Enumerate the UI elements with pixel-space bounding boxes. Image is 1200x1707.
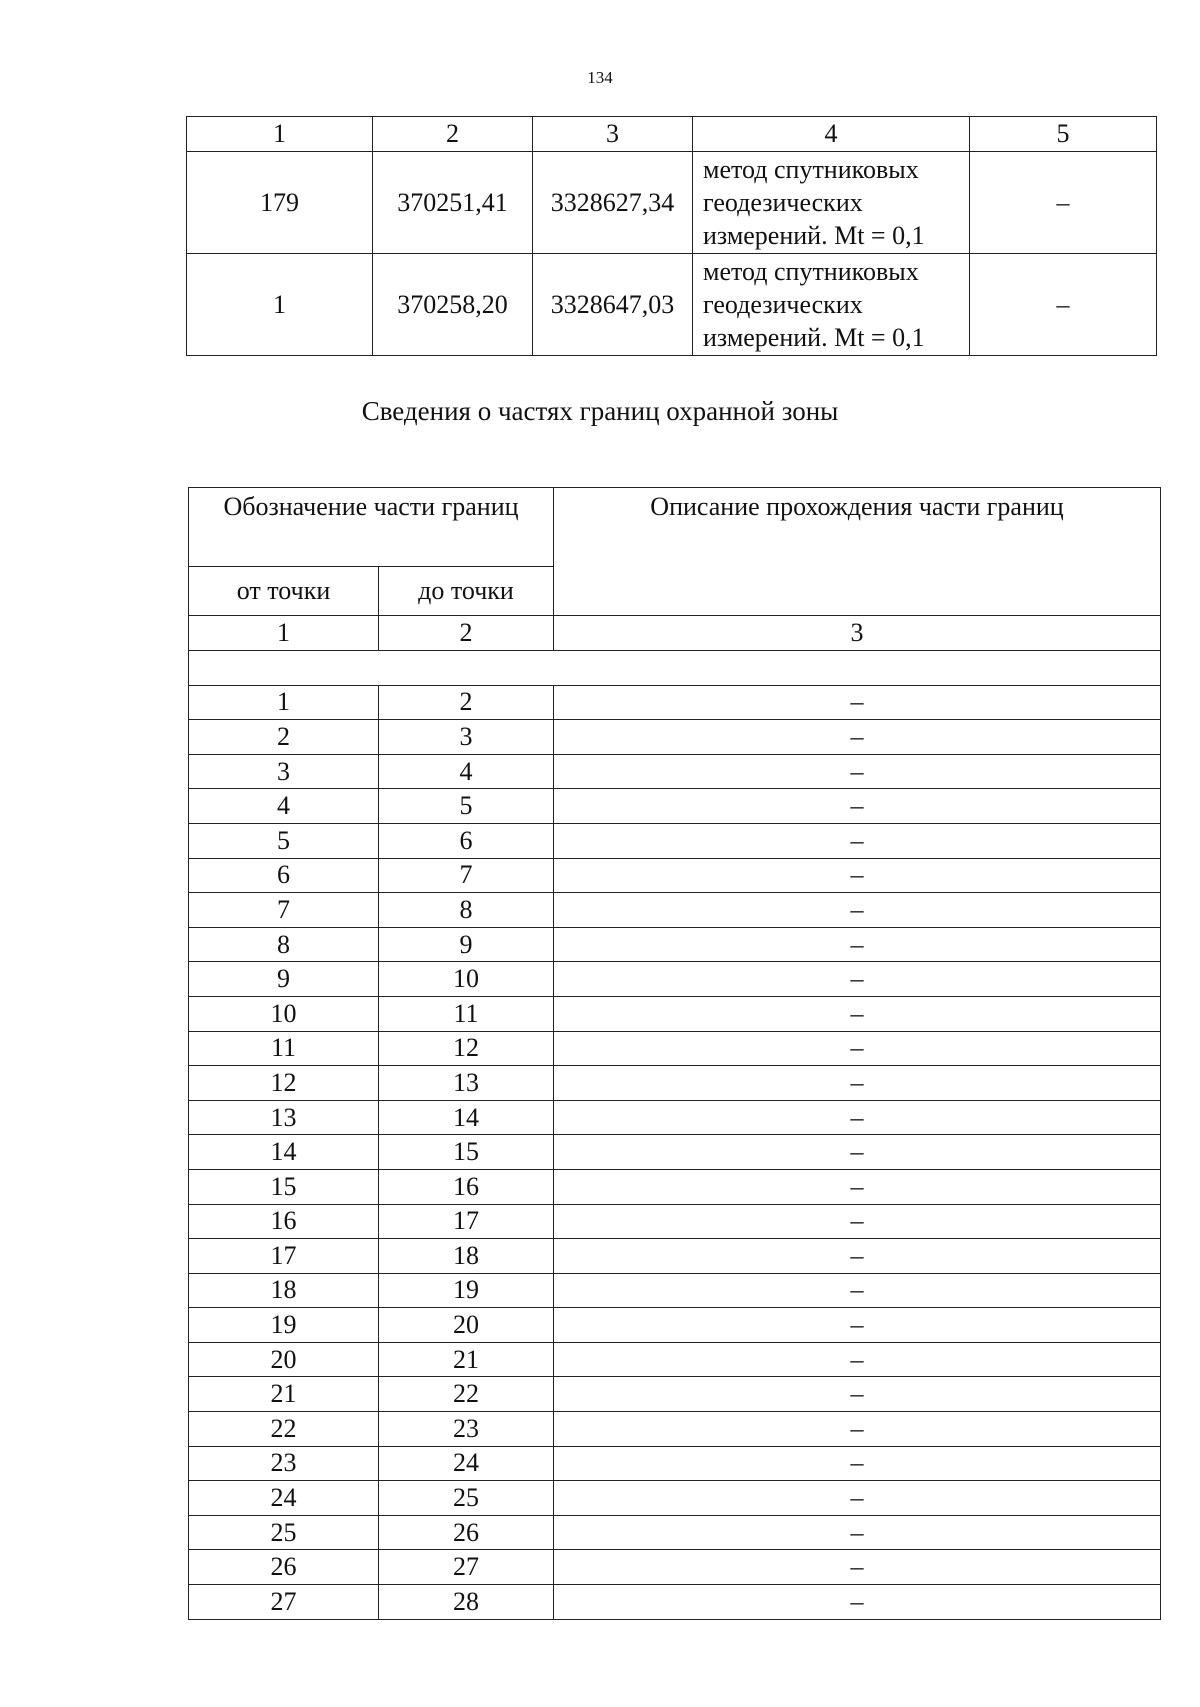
table-row [189,1308,1161,1343]
to-point-cell: 11 [379,996,554,1031]
table-row [189,927,1161,962]
to-point-cell: 5 [379,789,554,824]
to-point-cell: 23 [379,1412,554,1447]
table-row [189,720,1161,755]
table-row [189,823,1161,858]
to-point-header: до точки [379,567,554,616]
table-row [187,152,1157,254]
description-header: Описание прохождения части границ [554,488,1161,616]
description-cell: – [554,1135,1161,1170]
table-row [189,962,1161,997]
to-point-cell: 15 [379,1135,554,1170]
y-coordinate: 3328627,34 [533,152,693,254]
col5-value: – [970,254,1157,356]
from-point-cell: 17 [189,1239,379,1274]
coordinates-table [186,116,1157,356]
description-cell: – [554,1412,1161,1447]
table-row [189,1550,1161,1585]
table-row [189,789,1161,824]
table-row [189,1446,1161,1481]
table-row [189,1585,1161,1620]
description-cell: – [554,1066,1161,1101]
to-point-cell: 19 [379,1273,554,1308]
to-point-cell: 27 [379,1550,554,1585]
from-point-cell: 12 [189,1066,379,1101]
method-description [693,254,970,356]
from-point-cell: 1 [189,685,379,720]
description-cell: – [554,754,1161,789]
boundary-parts-table [188,487,1161,1620]
description-cell: – [554,1446,1161,1481]
to-point-cell: 7 [379,858,554,893]
coords-col-number: 3 [533,117,693,152]
table-row [189,1066,1161,1101]
from-point-cell: 2 [189,720,379,755]
y-coordinate: 3328647,03 [533,254,693,356]
to-point-cell: 24 [379,1446,554,1481]
description-cell: – [554,1550,1161,1585]
to-point-cell: 28 [379,1585,554,1620]
from-point-cell: 10 [189,996,379,1031]
col5-value: – [970,152,1157,254]
to-point-cell: 18 [379,1239,554,1274]
from-point-cell: 9 [189,962,379,997]
description-cell: – [554,996,1161,1031]
coords-col-number: 1 [187,117,373,152]
method-line: метод спутниковых [703,155,919,184]
from-point-header: от точки [189,567,379,616]
table-row [189,1377,1161,1412]
table-row [189,996,1161,1031]
to-point-cell: 20 [379,1308,554,1343]
to-point-cell: 8 [379,893,554,928]
to-point-cell: 25 [379,1481,554,1516]
to-point-cell: 26 [379,1515,554,1550]
to-point-cell: 10 [379,962,554,997]
from-point-cell: 4 [189,789,379,824]
to-point-cell: 21 [379,1342,554,1377]
from-point-cell: 6 [189,858,379,893]
method-line: метод спутниковых [703,257,919,286]
coords-col-number: 4 [693,117,970,152]
parts-col-number-row [189,616,1161,651]
coords-header-row [187,117,1157,152]
to-point-cell: 13 [379,1066,554,1101]
from-point-cell: 21 [189,1377,379,1412]
description-cell: – [554,1100,1161,1135]
to-point-cell: 4 [379,754,554,789]
table-row [189,1342,1161,1377]
description-cell: – [554,858,1161,893]
table-row [189,1515,1161,1550]
to-point-cell: 3 [379,720,554,755]
method-line: геодезических [703,290,863,319]
from-point-cell: 19 [189,1308,379,1343]
table-row [189,1169,1161,1204]
to-point-cell: 9 [379,927,554,962]
table-row [189,1135,1161,1170]
x-coordinate: 370251,41 [373,152,533,254]
table-row [189,1273,1161,1308]
from-point-cell: 7 [189,893,379,928]
parts-col-number: 2 [379,616,554,651]
parts-header-row [189,488,1161,567]
from-point-cell: 23 [189,1446,379,1481]
description-cell: – [554,1481,1161,1516]
description-cell: – [554,927,1161,962]
section-title: Сведения о частях границ охранной зоны [361,396,839,426]
description-cell: – [554,685,1161,720]
method-line: геодезических [703,188,863,217]
description-cell: – [554,1377,1161,1412]
description-cell: – [554,1308,1161,1343]
description-cell: – [554,1273,1161,1308]
description-cell: – [554,1342,1161,1377]
description-cell: – [554,893,1161,928]
description-cell: – [554,823,1161,858]
description-cell: – [554,1585,1161,1620]
from-point-cell: 8 [189,927,379,962]
table-row [189,1239,1161,1274]
table-row [189,1100,1161,1135]
description-cell: – [554,789,1161,824]
to-point-cell: 2 [379,685,554,720]
blank-row [189,650,1161,685]
table-row [189,685,1161,720]
from-point-cell: 13 [189,1100,379,1135]
from-point-cell: 22 [189,1412,379,1447]
from-point-cell: 26 [189,1550,379,1585]
from-point-cell: 15 [189,1169,379,1204]
table-row [189,858,1161,893]
from-point-cell: 24 [189,1481,379,1516]
table-row [189,1204,1161,1239]
method-description [693,152,970,254]
description-cell: – [554,962,1161,997]
table-row [189,893,1161,928]
from-point-cell: 20 [189,1342,379,1377]
point-number: 1 [187,254,373,356]
from-point-cell: 18 [189,1273,379,1308]
coords-col-number: 5 [970,117,1157,152]
description-cell: – [554,720,1161,755]
from-point-cell: 5 [189,823,379,858]
table-row [189,1031,1161,1066]
description-cell: – [554,1204,1161,1239]
to-point-cell: 6 [379,823,554,858]
table-row [189,1481,1161,1516]
table-row [187,254,1157,356]
method-line: измерений. Mt = 0,1 [703,221,925,250]
point-number: 179 [187,152,373,254]
from-point-cell: 27 [189,1585,379,1620]
from-point-cell: 14 [189,1135,379,1170]
parts-col-number: 3 [554,616,1161,651]
to-point-cell: 16 [379,1169,554,1204]
from-point-cell: 11 [189,1031,379,1066]
from-point-cell: 16 [189,1204,379,1239]
from-point-cell: 3 [189,754,379,789]
from-point-cell: 25 [189,1515,379,1550]
description-cell: – [554,1031,1161,1066]
to-point-cell: 17 [379,1204,554,1239]
coords-col-number: 2 [373,117,533,152]
description-cell: – [554,1515,1161,1550]
to-point-cell: 22 [379,1377,554,1412]
table-row [189,754,1161,789]
blank-cell [189,650,1161,685]
parts-col-number: 1 [189,616,379,651]
description-cell: – [554,1169,1161,1204]
page-number: 134 [587,68,613,87]
table-row [189,1412,1161,1447]
method-line: измерений. Mt = 0,1 [703,323,925,352]
designation-header: Обозначение части границ [189,488,554,567]
to-point-cell: 14 [379,1100,554,1135]
x-coordinate: 370258,20 [373,254,533,356]
to-point-cell: 12 [379,1031,554,1066]
description-cell: – [554,1239,1161,1274]
